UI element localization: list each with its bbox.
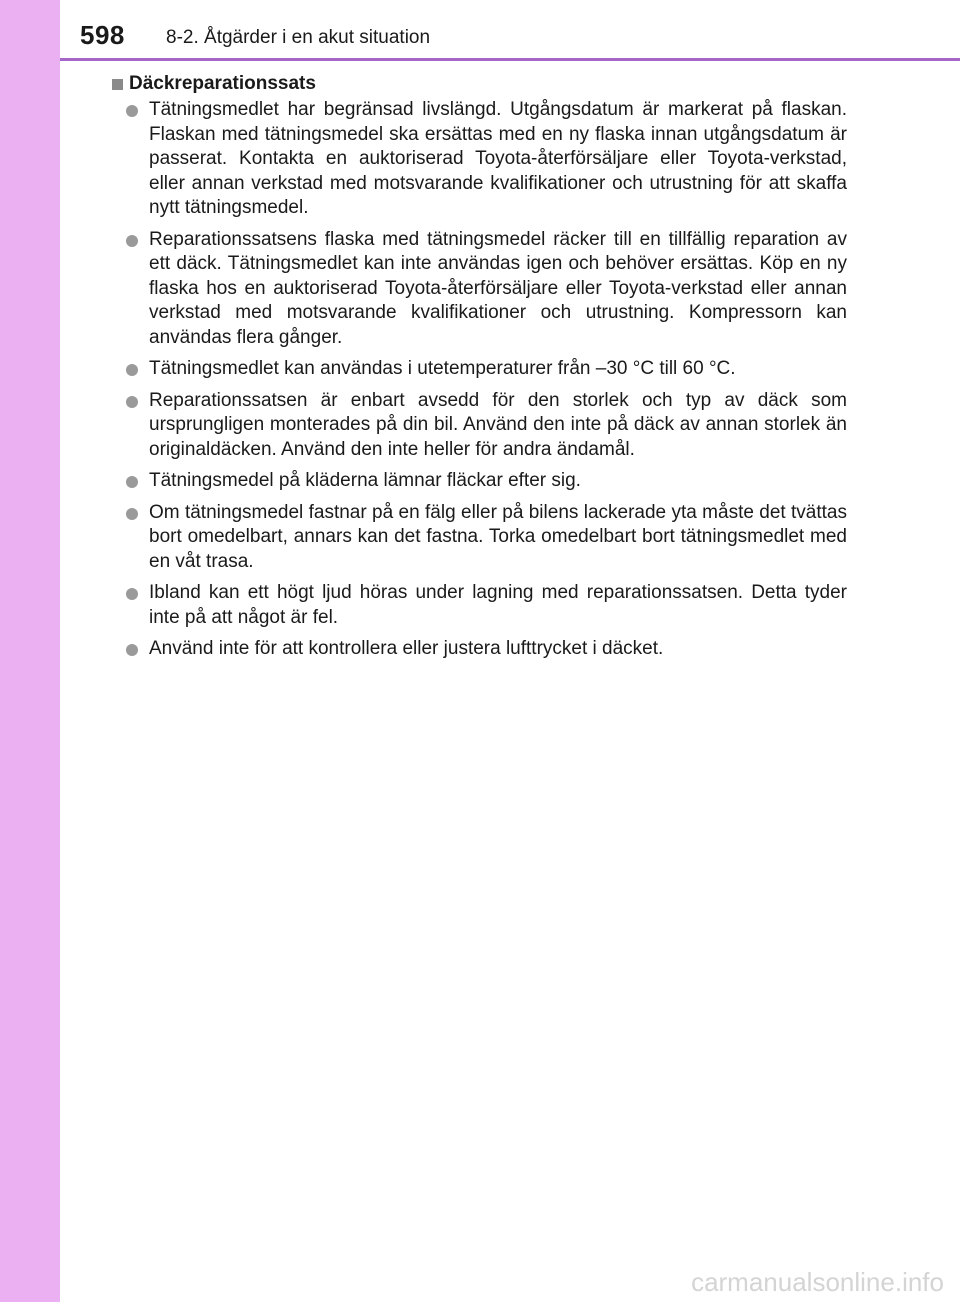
circle-bullet-icon [126,235,138,247]
page-content [112,72,847,669]
circle-bullet-icon [126,588,138,600]
circle-bullet-icon [126,508,138,520]
list-item-text: Reparationssatsens flaska med tätningsmedel räcker till en tillfällig reparation av ett däck. Tätningsmedlet kan inte användas igen och behöver ersättas. Köp en ny flaska hos en auktoriserad Toyota-återförsäljare eller Toyota-verkstad eller annan verkstad med motsvarande kvalifikationer och utrustning. Kompressorn kan användas flera gånger. [149,228,847,348]
circle-bullet-icon [126,105,138,117]
square-bullet-icon [112,79,123,90]
subsection-heading [112,72,847,96]
list-item-text: Reparationssatsen är enbart avsedd för den storlek och typ av däck som ursprungligen monterades på din bil. Använd den inte på däck av annan storlek än originaldäcken. Använd den inte heller för andra ändamål. [149,389,847,460]
side-color-band [0,0,60,1302]
list-item-text: Använd inte för att kontrollera eller justera lufttrycket i däcket. [149,638,664,659]
bullet-list [112,98,847,662]
list-item [112,357,847,382]
list-item [112,389,847,463]
list-item-text: Ibland kan ett högt ljud höras under lagning med reparationssatsen. Detta tyder inte på att något är fel. [149,582,847,628]
watermark: carmanualsonline.info [691,1267,944,1297]
list-item-text: Tätningsmedel på kläderna lämnar fläckar efter sig. [149,470,581,491]
header-divider [60,58,960,61]
circle-bullet-icon [126,396,138,408]
list-item-text: Tätningsmedlet kan användas i utetemperaturer från –30 °C till 60 °C. [149,358,736,379]
circle-bullet-icon [126,364,138,376]
list-item [112,469,847,494]
section-title: 8-2. Åtgärder i en akut situation [166,27,431,48]
list-item [112,501,847,575]
circle-bullet-icon [126,644,138,656]
list-item-text: Om tätningsmedel fastnar på en fälg eller på bilens lackerade yta måste det tvättas bort omedelbart, annars kan det fastna. Torka omedelbart bort tätningsmedlet med en våt trasa. [149,501,847,572]
page-number: 598 [80,20,125,50]
circle-bullet-icon [126,476,138,488]
list-item [112,581,847,630]
list-item [112,98,847,221]
list-item [112,637,847,662]
list-item-text: Tätningsmedlet har begränsad livslängd. Utgångsdatum är markerat på flaskan. Flaskan med tätningsmedel ska ersättas med en ny flaska innan utgångsdatum är passerat. Kontakta en auktoriserad Toyota-återförsäljare eller Toyota-verkstad, eller annan verkstad med motsvarande kvalifikationer och utrustning för att skaffa nytt tätningsmedel. [149,99,847,218]
list-item [112,228,847,351]
subsection-heading-text: Däckreparationssats [129,73,316,94]
